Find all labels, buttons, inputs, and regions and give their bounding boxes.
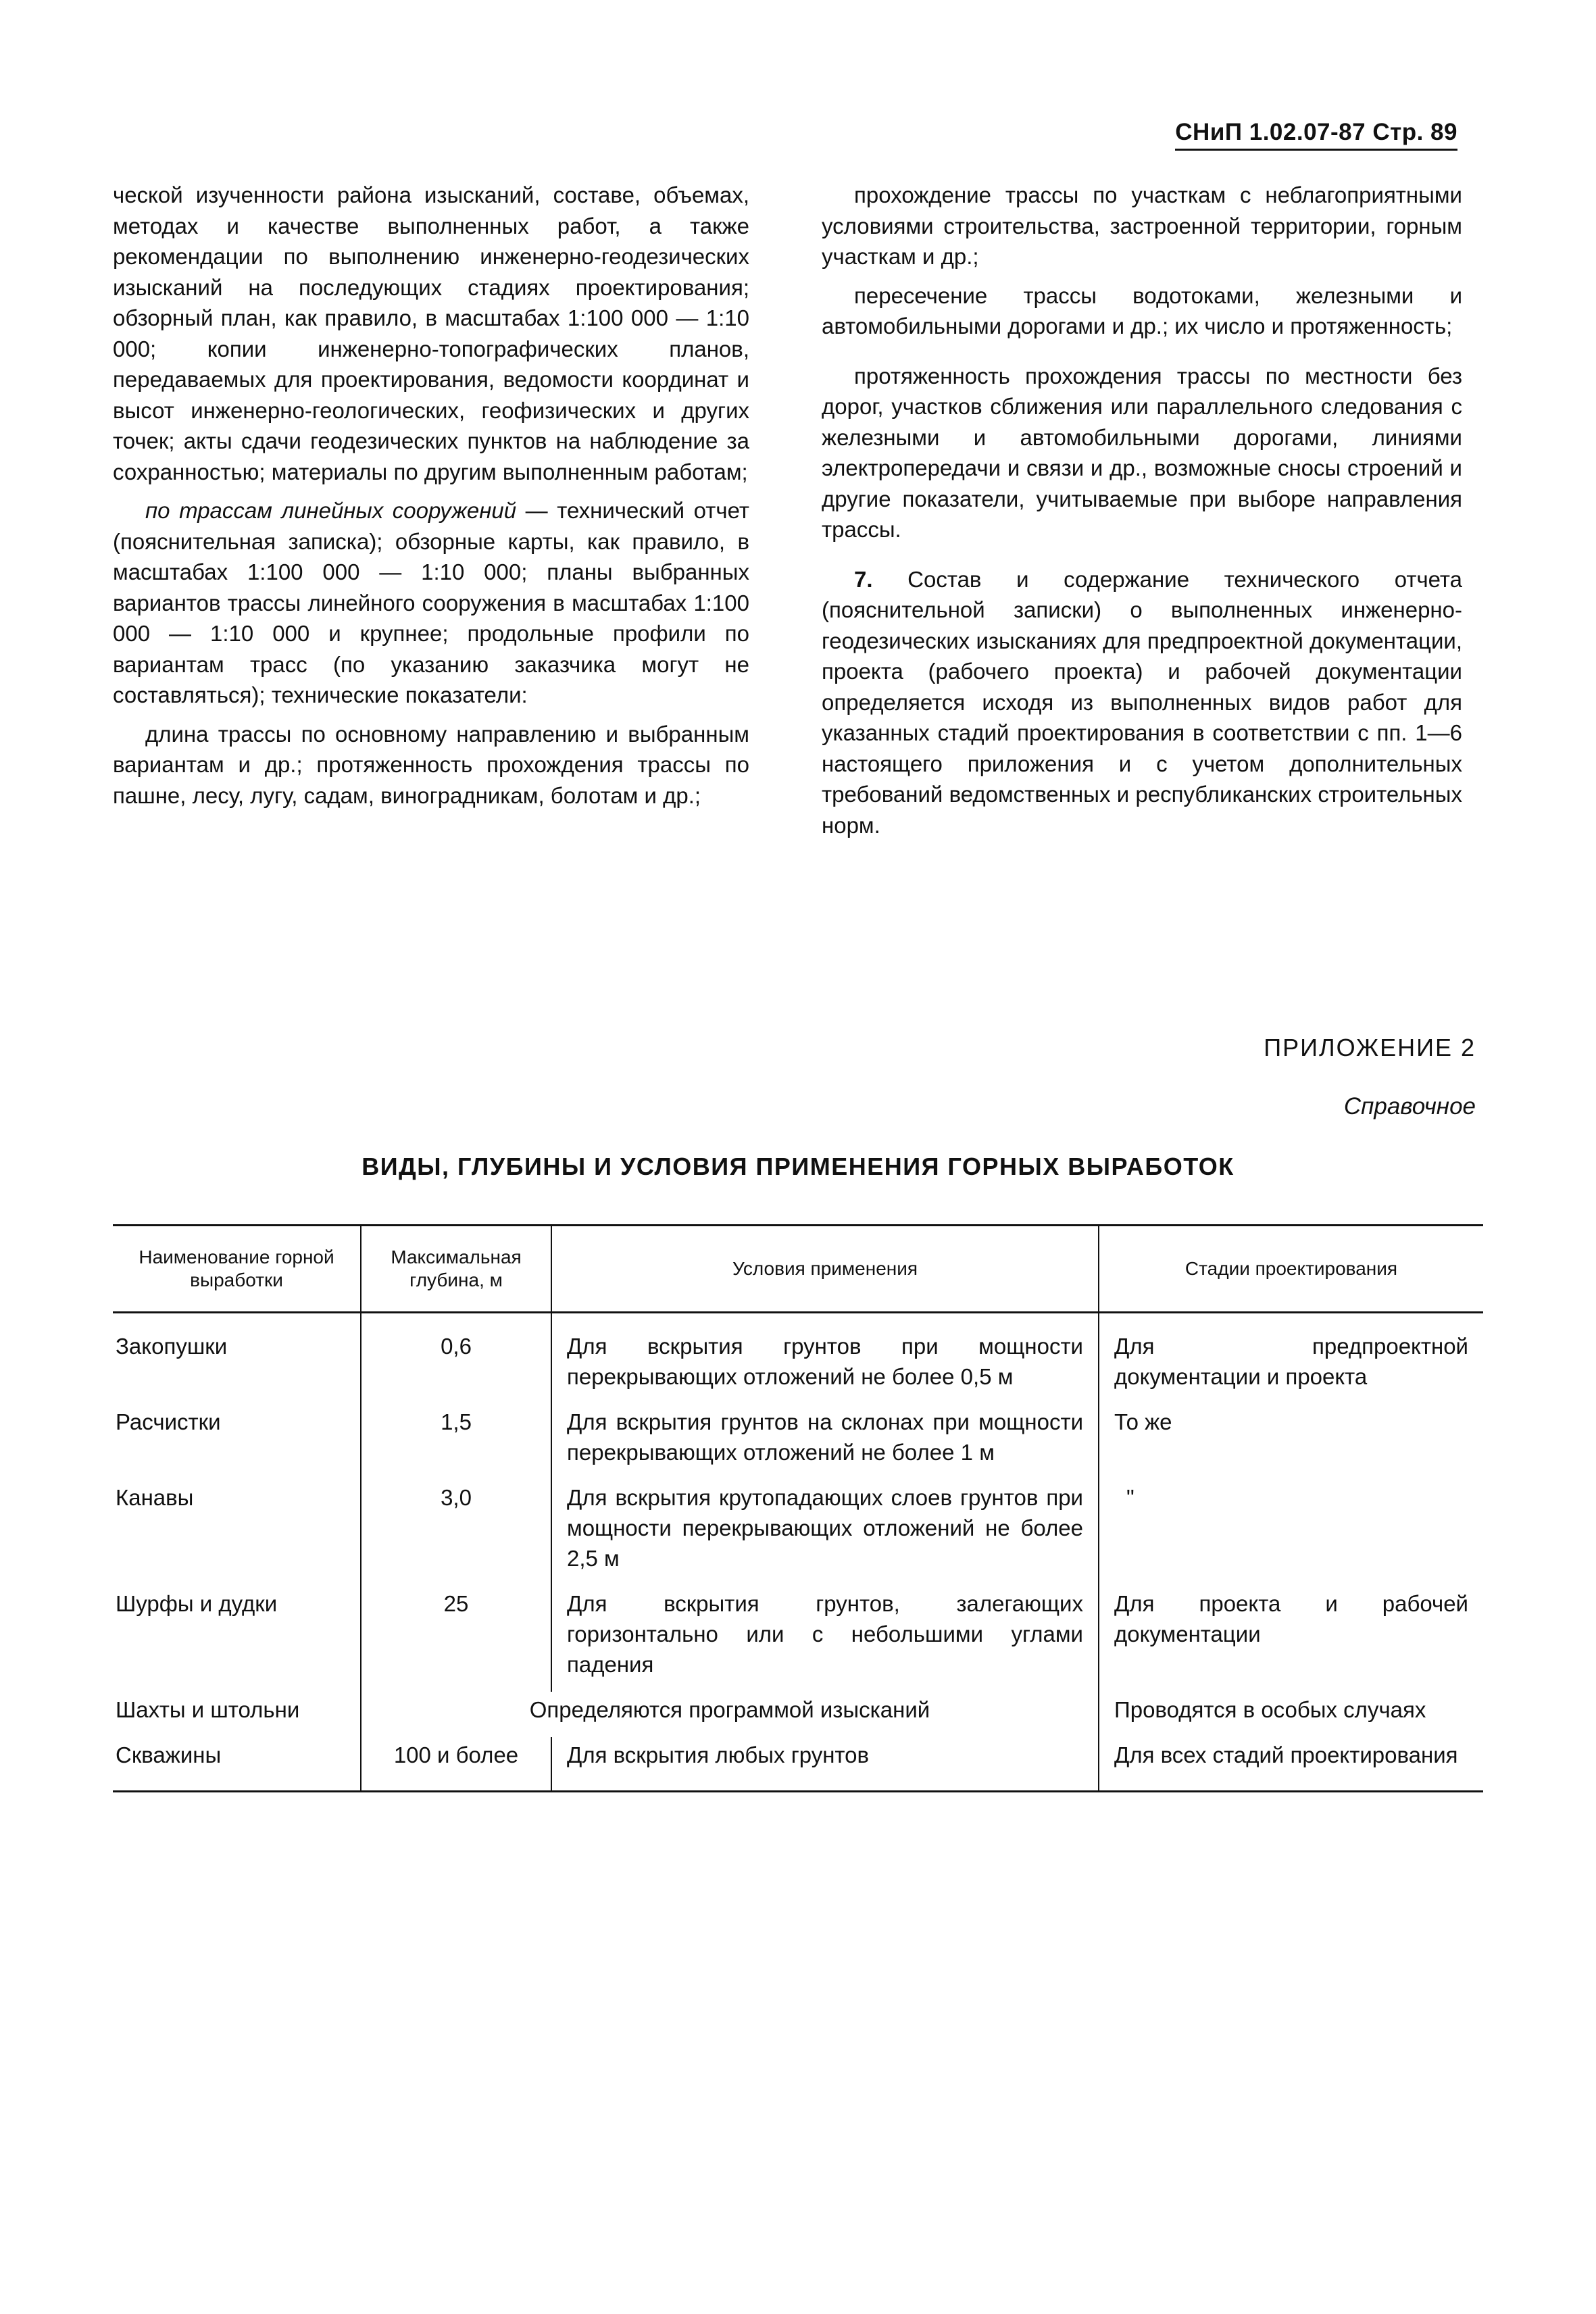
right-text-column: [822, 180, 1462, 849]
cell-depth: 3,0: [361, 1480, 551, 1586]
cell-depth: 0,6: [361, 1313, 551, 1405]
paragraph: [113, 495, 749, 711]
table-row: [113, 1480, 1483, 1586]
cell-condition: Для вскрытия грунтов, залегающих горизонтально или с небольшими углами падения: [551, 1586, 1099, 1692]
table-row: [113, 1404, 1483, 1480]
paragraph-body: — технический отчет (пояснительная записка); обзорные карты, как правило, в масштабах 1:100 000 — 1:10 000; планы выбранных вариантов трассы линейного сооружения в масштабах 1:100 000 — 1:10 000 и крупнее; продольные профили по вариантам трасс (по указанию заказчика могут не составляться); технические показатели:: [113, 498, 749, 707]
cell-depth: 25: [361, 1586, 551, 1692]
cell-merged-depth-condition: Определяются программой изысканий: [361, 1692, 1099, 1737]
paragraph: прохождение трассы по участкам с неблагоприятными условиями строительства, застроенной территории, горным участкам и др.;: [822, 182, 1462, 269]
cell-stage: То же: [1099, 1404, 1483, 1480]
cell-stage: ": [1099, 1480, 1483, 1586]
table-row: [113, 1692, 1483, 1737]
paragraph: ческой изученности района изысканий, составе, объемах, методах и качестве выполненных работ, а также рекомендации по выполнению инженерно-геодезических изысканий на последующих стадиях проектирования; обзорный план, как правило, в масштабах 1:100 000 — 1:10 000; копии инженерно-топографических планов, передаваемых для проектирования, ведомости координат и высот инженерно-геологических, геофизических и других точек; акты сдачи геодезических пунктов на наблюдение за сохранностью; материалы по другим выполненным работам;: [113, 182, 749, 484]
cell-name: Скважины: [113, 1737, 361, 1792]
mining-workings-table: [113, 1224, 1483, 1792]
paragraph: [822, 564, 1462, 841]
paragraph: длина трассы по основному направлению и выбранным вариантам и др.; протяженность прохождения трассы по пашне, лесу, лугу, садам, виноградникам, болотам и др.;: [113, 721, 749, 808]
table-row: [113, 1586, 1483, 1692]
cell-condition: Для вскрытия любых грунтов: [551, 1737, 1099, 1792]
header-conditions: Условия применения: [551, 1226, 1099, 1313]
cell-name: Шахты и штольни: [116, 1697, 300, 1722]
paragraph-lead: по трассам линейных сооружений: [145, 498, 517, 523]
cell-stage: Для проекта и рабочей документации: [1099, 1586, 1483, 1692]
paragraph-body: Состав и содержание технического отчета (пояснительной записки) о выполненных инженерно-геодезических изысканиях для предпроектной документации, проекта (рабочего проекта) и рабочей документации определяется исходя из выполненных видов работ для указанных стадий проектирования в соответствии с пп. 1—6 настоящего приложения и с учетом дополнительных требований ведомственных и республиканских строительных норм.: [822, 566, 1462, 838]
cell-depth: 1,5: [361, 1404, 551, 1480]
table-row: [113, 1737, 1483, 1792]
cell-stage: Проводятся в особых случаях: [1099, 1692, 1483, 1737]
table-row: [113, 1313, 1483, 1405]
cell-name: Шурфы и дудки: [116, 1591, 278, 1616]
table-header-row: [113, 1226, 1483, 1313]
running-header: СНиП 1.02.07-87 Стр. 89: [1175, 119, 1457, 151]
cell-condition: Для вскрытия грунтов при мощности перекрывающих отложений не более 0,5 м: [551, 1313, 1099, 1405]
appendix-note: Справочное: [1343, 1093, 1476, 1120]
left-text-column: [113, 180, 749, 819]
cell-name: Расчистки: [116, 1409, 221, 1434]
paragraph: протяженность прохождения трассы по местности без дорог, участков сближения или параллельного следования с железными и автомобильными дорогами, линиями электропередачи и связи и др., возможные сносы строений и другие показатели, учитываемые при выборе направления трассы.: [822, 363, 1462, 542]
cell-stage: Для предпроектной документации и проекта: [1099, 1313, 1483, 1405]
cell-depth: 100 и более: [361, 1737, 551, 1792]
cell-name: Закопушки: [116, 1334, 228, 1359]
cell-condition: Для вскрытия крутопадающих слоев грунтов при мощности перекрывающих отложений не более 2,5 м: [551, 1480, 1099, 1586]
header-stages: Стадии проектирования: [1099, 1226, 1483, 1313]
paragraph: пересечение трассы водотоками, железными и автомобильными дорогами и др.; их число и протяженность;: [822, 282, 1462, 338]
cell-name: Канавы: [116, 1485, 194, 1510]
cell-condition: Для вскрытия грунтов на склонах при мощности перекрывающих отложений не более 1 м: [551, 1404, 1099, 1480]
appendix-label: ПРИЛОЖЕНИЕ 2: [1264, 1034, 1476, 1061]
cell-stage: Для всех стадий проектирования: [1099, 1737, 1483, 1792]
header-depth: Максимальная глубина, м: [361, 1226, 551, 1313]
item-number: 7.: [854, 566, 873, 592]
header-name: Наименование горной выработки: [113, 1226, 361, 1313]
appendix-title: ВИДЫ, ГЛУБИНЫ И УСЛОВИЯ ПРИМЕНЕНИЯ ГОРНЫХ ВЫРАБОТОК: [361, 1153, 1235, 1180]
